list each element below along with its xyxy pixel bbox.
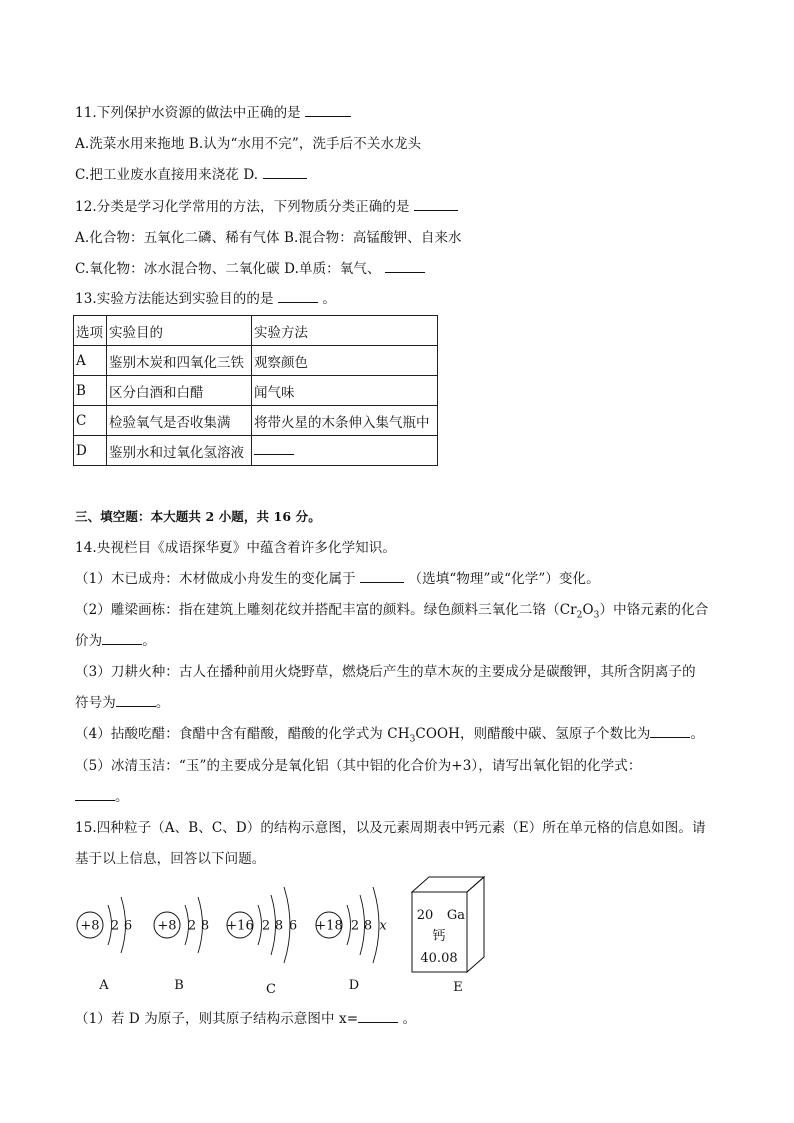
q14-part4-text-c: 。	[690, 726, 705, 742]
q11-stem: 11.下列保护水资源的做法中正确的是	[75, 105, 301, 121]
q13-method-blank[interactable]	[254, 442, 294, 455]
q15-stem-line2: 基于以上信息，回答以下问题。	[75, 851, 266, 867]
table-header-cell: 选项	[74, 316, 107, 346]
q12-answer-blank[interactable]	[414, 198, 458, 211]
q15-subquestion-1	[75, 1010, 416, 1028]
electron-count: 2	[110, 918, 120, 934]
q12-options-cd	[75, 260, 425, 278]
electron-count: 8	[363, 918, 373, 934]
q13-stem: 13.实验方法能达到实验目的的是	[75, 291, 274, 307]
table-cell: 区分白酒和白醋	[107, 376, 252, 406]
atom-diagram-d	[315, 887, 387, 993]
atomic-mass: 40.08	[420, 951, 458, 966]
table-header-cell: 实验目的	[107, 316, 252, 346]
q13-experiment-table	[73, 315, 438, 466]
q11-stem-line	[75, 104, 351, 122]
q14-part1-text-b: （选填“物理”或“化学”）变化。	[408, 571, 600, 587]
q14-part5-cont	[75, 788, 129, 806]
atomic-number: 20	[416, 908, 434, 923]
nucleus-charge-d: +18	[315, 918, 343, 934]
q12-option-cd-text: C.氧化物：冰水混合物、二氧化碳 D.单质：氧气、	[75, 261, 381, 277]
q14-part4-text-a: （4）拈酸吃醋：食醋中含有醋酸，醋酸的化学式为 CH	[75, 726, 410, 742]
q12-stem: 12.分类是学习化学常用的方法，下列物质分类正确的是	[75, 199, 410, 215]
electron-count: 2	[350, 918, 360, 934]
table-row	[74, 436, 438, 466]
table-cell: 将带火星的木条伸入集气瓶中	[252, 406, 438, 436]
q14-part2-text-c: 价为	[75, 633, 103, 649]
table-cell: C	[74, 406, 107, 436]
q14-part4-blank[interactable]	[650, 725, 690, 738]
diagram-label-b: B	[174, 978, 184, 993]
q14-part5-blank[interactable]	[75, 788, 115, 801]
q13-stem-line	[75, 290, 336, 308]
q14-part1-text-a: （1）木已成舟：木材做成小舟发生的变化属于	[75, 571, 356, 587]
q14-part2-text-d: 。	[142, 633, 156, 649]
q14-part4-sub: 3	[409, 734, 416, 745]
table-cell: B	[74, 376, 107, 406]
table-cell: 检验氧气是否收集满	[107, 406, 252, 436]
diagram-label-d: D	[348, 978, 360, 993]
diagram-label-c: C	[266, 982, 276, 997]
electron-count: 6	[123, 918, 133, 934]
electron-count: 2	[187, 918, 197, 934]
table-row	[74, 406, 438, 436]
atom-diagram-b	[154, 897, 209, 993]
q14-part3-blank[interactable]	[116, 694, 156, 707]
q14-part5: （5）冰清玉洁：“玉”的主要成分是氧化铝（其中铝的化合价为+3），请写出氧化铝的化学式：	[75, 758, 642, 774]
q14-part2-blank[interactable]	[102, 632, 142, 645]
q11-options-cd	[75, 166, 307, 184]
table-row	[74, 376, 438, 406]
q14-part2-mid: O	[582, 602, 594, 618]
q14-part2-text-a: （2）雕梁画栋：指在建筑上雕刻花纹并搭配丰富的颜料。绿色颜料三氧化二铬（Cr	[75, 602, 577, 618]
atom-diagram-a	[77, 897, 132, 993]
cube-side-face	[467, 877, 484, 972]
electron-count-unknown: x	[379, 918, 387, 934]
q12-options-ab: A.化合物：五氧化二磷、稀有气体 B.混合物：高锰酸钾、自来水	[75, 230, 462, 246]
table-cell: D	[74, 436, 107, 466]
q14-part3-text-c: 。	[155, 695, 170, 711]
q14-part4	[75, 725, 704, 749]
q14-part3-text-b: 符号为	[75, 695, 116, 711]
nucleus-charge-b: +8	[157, 918, 177, 934]
q14-stem: 14.央视栏目《成语探华夏》中蕴含着许多化学知识。	[75, 540, 396, 556]
diagram-label-e: E	[453, 980, 463, 995]
q15-stem-line1: 15.四种粒子（A、B、C、D）的结构示意图，以及元素周期表中钙元素（E）所在单元格的信息如图。请	[75, 820, 706, 836]
element-name: 钙	[432, 929, 446, 944]
cube-top-face	[412, 877, 484, 892]
table-cell: 观察颜色	[252, 346, 438, 376]
electron-count: 8	[200, 918, 210, 934]
q14-part1-blank[interactable]	[360, 570, 404, 583]
periodic-element-cell-e	[412, 877, 484, 995]
table-cell: 鉴别木炭和四氧化三铁	[107, 346, 252, 376]
table-header-cell: 实验方法	[252, 316, 438, 346]
q14-part5-text-b: 。	[115, 789, 129, 805]
table-cell: 鉴别水和过氧化氢溶液	[107, 436, 252, 466]
electron-count: 6	[288, 918, 298, 934]
section-3-title: 三、填空题：本大题共 2 小题，共 16 分。	[75, 509, 321, 524]
table-cell: A	[74, 346, 107, 376]
q11-option-d-blank[interactable]	[263, 166, 307, 179]
q14-part2-sub1: 2	[576, 610, 583, 621]
q13-answer-blank[interactable]	[278, 290, 318, 303]
diagram-label-a: A	[99, 978, 109, 993]
element-symbol: Ga	[446, 908, 466, 923]
q11-option-cd-text: C.把工业废水直接用来浇花 D.	[75, 167, 259, 183]
q15-sub1-text-b: 。	[398, 1011, 417, 1027]
q14-part2-cont	[75, 632, 156, 650]
electron-shell-arc	[373, 887, 379, 963]
table-row	[74, 346, 438, 376]
table-cell-answer[interactable]	[252, 436, 438, 466]
q14-part3: （3）刀耕火种：古人在播种前用火烧野草，燃烧后产生的草木灰的主要成分是碳酸钾，其所含阴离子的	[75, 664, 696, 680]
electron-count: 2	[261, 918, 271, 934]
q13-stem-end: 。	[322, 291, 336, 307]
q11-options-ab: A.洗菜水用来拖地 B.认为“水用不完”，洗手后不关水龙头	[75, 136, 422, 152]
q14-part2-sub2: 3	[593, 610, 600, 621]
q14-part3-cont	[75, 694, 169, 712]
nucleus-charge-a: +8	[80, 918, 100, 934]
table-header-row	[74, 316, 438, 346]
q12-stem-line	[75, 198, 458, 216]
atom-structure-diagram	[70, 875, 490, 1000]
q15-sub1-text-a: （1）若 D 为原子，则其原子结构示意图中 x=	[75, 1011, 359, 1027]
q14-part2-text-b: ）中铬元素的化合	[599, 602, 709, 618]
q14-part4-text-b: COOH，则醋酸中碳、氢原子个数比为	[415, 726, 651, 742]
table-cell: 闻气味	[252, 376, 438, 406]
q11-answer-blank[interactable]	[305, 104, 351, 117]
nucleus-charge-c: +16	[226, 918, 254, 934]
q12-option-d-blank[interactable]	[385, 260, 425, 273]
q14-part2	[75, 601, 708, 625]
atom-diagram-c	[226, 887, 297, 997]
q15-sub1-blank[interactable]	[358, 1010, 398, 1023]
electron-count: 8	[274, 918, 284, 934]
q14-part1	[75, 570, 600, 588]
